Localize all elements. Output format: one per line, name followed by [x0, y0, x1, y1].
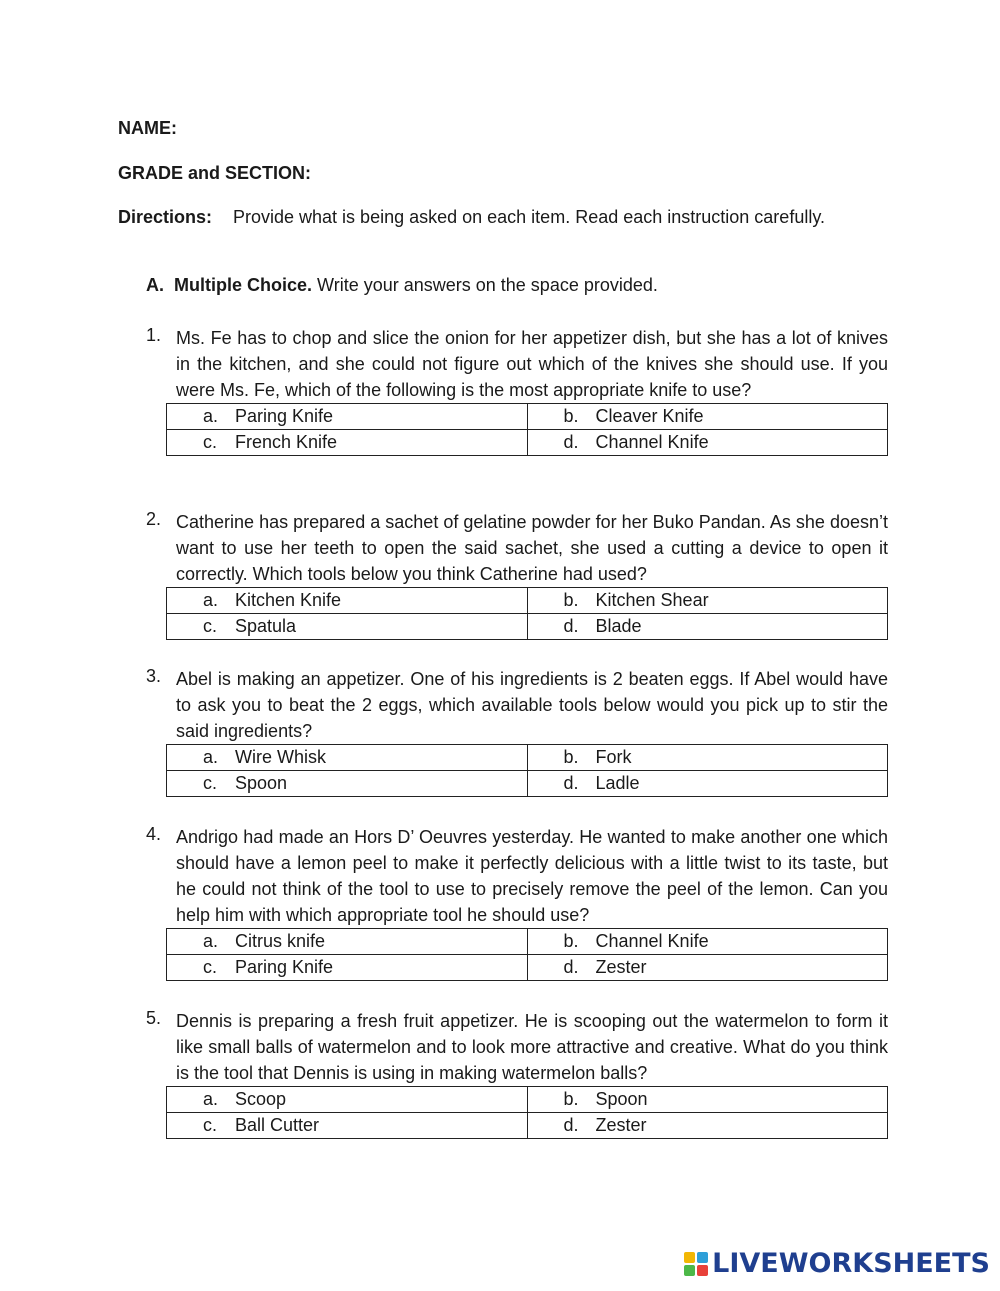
option-letter: b. — [563, 406, 579, 426]
option-c[interactable] — [167, 614, 528, 640]
option-text: Kitchen Knife — [235, 590, 342, 610]
section-a-heading — [146, 275, 658, 296]
name-label: NAME: — [118, 118, 177, 138]
option-c[interactable] — [167, 1113, 528, 1139]
question-text: Dennis is preparing a fresh fruit appetizer. He is scooping out the watermelon to form it like small balls of watermelon and to look more attractive and creative. What do you think is the tool that Dennis is using in making watermelon balls? — [176, 1011, 888, 1083]
option-text: Zester — [595, 957, 647, 977]
section-marker: A. — [146, 275, 164, 295]
option-text: Ladle — [595, 773, 640, 793]
option-c[interactable] — [167, 430, 528, 456]
option-letter: c. — [203, 957, 218, 977]
option-a[interactable] — [167, 1087, 528, 1113]
option-text: Channel Knife — [595, 931, 709, 951]
options-table — [166, 587, 888, 640]
option-b[interactable] — [527, 1087, 888, 1113]
options-table — [166, 403, 888, 456]
question-text: Andrigo had made an Hors D’ Oeuvres yesterday. He wanted to make another one which should have a lemon peel to make it perfectly delicious with a little twist to its taste, but he could not think of the tool to use to precisely remove the peel of the lemon. Can you help him with which appropriate tool he should use? — [176, 827, 888, 925]
directions-text — [233, 206, 880, 229]
option-letter: a. — [203, 747, 219, 767]
option-letter: d. — [563, 616, 579, 636]
option-d[interactable] — [527, 614, 888, 640]
directions-text-content: Provide what is being asked on each item. Read each instruction carefully. — [233, 207, 825, 227]
option-letter: c. — [203, 773, 218, 793]
directions — [118, 206, 880, 229]
directions-label: Directions: — [118, 207, 213, 227]
option-letter: c. — [203, 432, 218, 452]
question-2 — [146, 509, 888, 640]
question-number: 2. — [146, 509, 162, 529]
option-text: French Knife — [235, 432, 338, 452]
option-letter: c. — [203, 1115, 218, 1135]
options-table — [166, 744, 888, 797]
option-letter: b. — [563, 1089, 579, 1109]
question-1 — [146, 325, 888, 456]
option-a[interactable] — [167, 404, 528, 430]
question-number: 1. — [146, 325, 162, 345]
option-d[interactable] — [527, 955, 888, 981]
option-text: Blade — [595, 616, 642, 636]
option-letter: a. — [203, 1089, 219, 1109]
section-title: Multiple Choice. — [174, 275, 313, 295]
option-a[interactable] — [167, 588, 528, 614]
option-text: Paring Knife — [235, 957, 334, 977]
question-text: Ms. Fe has to chop and slice the onion for her appetizer dish, but she has a lot of knives in the kitchen, and she could not figure out which of the knives she should use. If you were Ms. Fe, which of the following is the most appropriate knife to use? — [176, 328, 888, 400]
option-letter: b. — [563, 931, 579, 951]
option-letter: a. — [203, 931, 219, 951]
options-table — [166, 1086, 888, 1139]
option-text: Fork — [595, 747, 632, 767]
option-c[interactable] — [167, 955, 528, 981]
option-letter: a. — [203, 590, 219, 610]
option-b[interactable] — [527, 929, 888, 955]
option-text: Channel Knife — [595, 432, 709, 452]
option-a[interactable] — [167, 745, 528, 771]
option-letter: b. — [563, 747, 579, 767]
option-text: Kitchen Shear — [595, 590, 709, 610]
option-c[interactable] — [167, 771, 528, 797]
logo-text: LIVEWORKSHEETS — [712, 1248, 990, 1279]
option-text: Citrus knife — [235, 931, 326, 951]
option-d[interactable] — [527, 771, 888, 797]
option-d[interactable] — [527, 1113, 888, 1139]
question-number: 5. — [146, 1008, 162, 1028]
option-b[interactable] — [527, 588, 888, 614]
option-b[interactable] — [527, 745, 888, 771]
option-text: Spatula — [235, 616, 297, 636]
question-3 — [146, 666, 888, 797]
question-number: 4. — [146, 824, 162, 844]
grade-section-label: GRADE and SECTION: — [118, 163, 312, 183]
option-letter: d. — [563, 432, 579, 452]
options-table — [166, 928, 888, 981]
option-text: Spoon — [595, 1089, 648, 1109]
option-letter: c. — [203, 616, 218, 636]
option-text: Zester — [595, 1115, 647, 1135]
question-4 — [146, 824, 888, 981]
option-text: Cleaver Knife — [595, 406, 704, 426]
option-letter: d. — [563, 957, 579, 977]
option-b[interactable] — [527, 404, 888, 430]
option-a[interactable] — [167, 929, 528, 955]
option-d[interactable] — [527, 430, 888, 456]
option-text: Wire Whisk — [235, 747, 326, 767]
option-letter: b. — [563, 590, 579, 610]
section-instruction: Write your answers on the space provided. — [317, 275, 658, 295]
question-text: Abel is making an appetizer. One of his ingredients is 2 beaten eggs. If Abel would have to ask you to beat the 2 eggs, which available tools below would you pick up to stir the said ingredients? — [176, 669, 888, 741]
option-letter: d. — [563, 773, 579, 793]
option-text: Scoop — [235, 1089, 287, 1109]
option-text: Paring Knife — [235, 406, 334, 426]
question-5 — [146, 1008, 888, 1139]
option-text: Ball Cutter — [235, 1115, 320, 1135]
liveworksheets-logo[interactable] — [684, 1248, 990, 1279]
option-letter: a. — [203, 406, 219, 426]
option-letter: d. — [563, 1115, 579, 1135]
liveworksheets-logo-icon — [684, 1252, 708, 1276]
option-text: Spoon — [235, 773, 288, 793]
question-number: 3. — [146, 666, 162, 686]
question-text: Catherine has prepared a sachet of gelatine powder for her Buko Pandan. As she doesn’t want to use her teeth to open the said sachet, she used a cutting a device to open it correctly. Which tools below you think Catherine had used? — [176, 512, 888, 584]
